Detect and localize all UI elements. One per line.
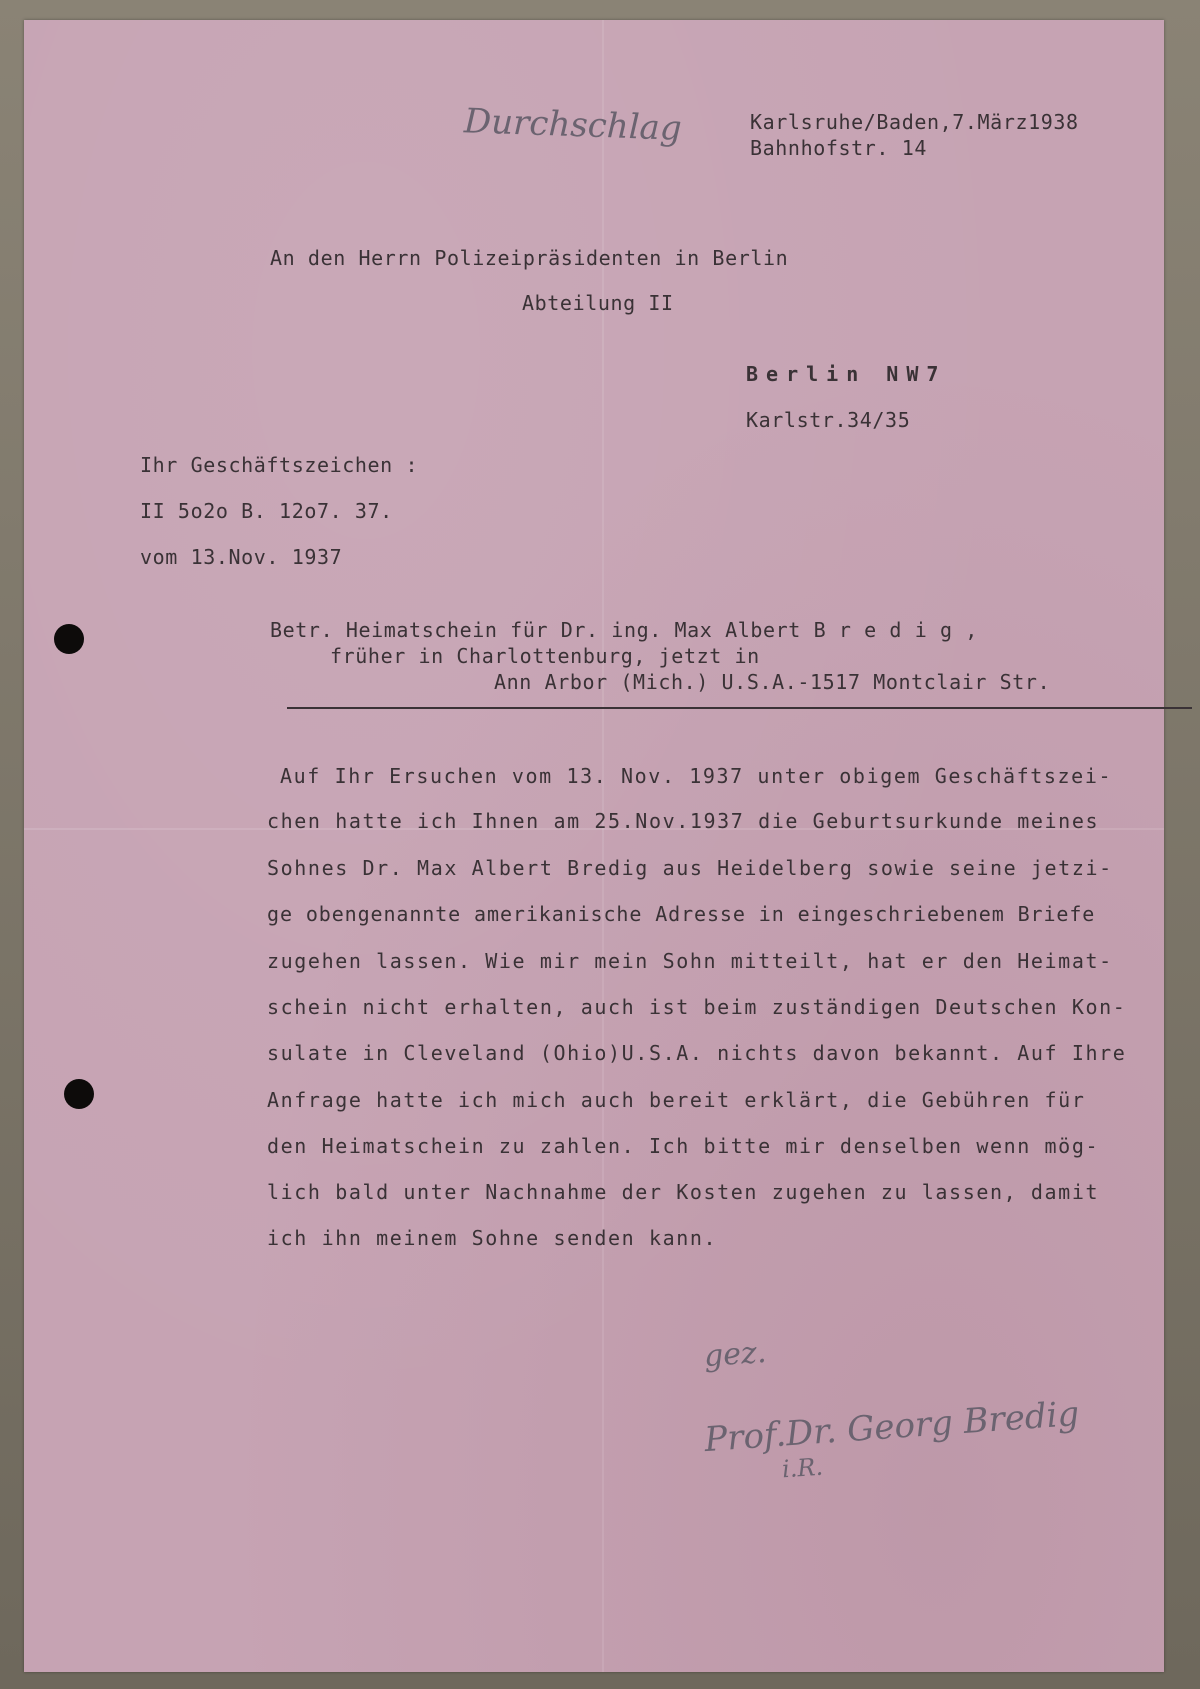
recipient-line-1: An den Herrn Polizeipräsidenten in Berlin: [270, 246, 789, 270]
recipient-city: Berlin NW7: [746, 362, 947, 386]
body-line: Anfrage hatte ich mich auch bereit erklärt, die Gebühren für: [267, 1088, 1086, 1112]
body-line: chen hatte ich Ihnen am 25.Nov.1937 die Geburtsurkunde meines: [267, 809, 1100, 833]
body-line: ge obengenannte amerikanische Adresse in eingeschriebenem Briefe: [267, 902, 1096, 926]
reference-number: II 5o2o B. 12o7. 37.: [140, 499, 393, 523]
body-line: ich ihn meinem Sohne senden kann.: [267, 1226, 718, 1250]
reference-label: Ihr Geschäftszeichen :: [140, 453, 419, 477]
recipient-street: Karlstr.34/35: [746, 408, 911, 432]
body-line: sulate in Cleveland (Ohio)U.S.A. nichts davon bekannt. Auf Ihre: [267, 1041, 1127, 1065]
signature-gez: gez.: [702, 1334, 768, 1375]
subject-underline: [287, 707, 1192, 709]
punch-hole-top: [54, 624, 84, 654]
body-line: Sohnes Dr. Max Albert Bredig aus Heidelberg sowie seine jetzi-: [267, 856, 1113, 880]
signature-name: Prof.Dr. Georg Bredig: [703, 1393, 1081, 1461]
body-line: schein nicht erhalten, auch ist beim zuständigen Deutschen Kon-: [267, 995, 1127, 1019]
punch-hole-bottom: [64, 1079, 94, 1109]
body-line: zugehen lassen. Wie mir mein Sohn mitteilt, hat er den Heimat-: [267, 949, 1113, 973]
body-line: Auf Ihr Ersuchen vom 13. Nov. 1937 unter obigem Geschäftszei-: [280, 764, 1113, 788]
body-line: den Heimatschein zu zahlen. Ich bitte mir denselben wenn mög-: [267, 1134, 1100, 1158]
sender-street: Bahnhofstr. 14: [750, 136, 927, 160]
letter-page: [24, 20, 1164, 1672]
subject-line-2: früher in Charlottenburg, jetzt in: [330, 644, 760, 668]
sender-place-date: Karlsruhe/Baden,7.März1938: [750, 110, 1079, 134]
signature-suffix: i.R.: [781, 1452, 824, 1484]
recipient-line-2: Abteilung II: [522, 291, 674, 315]
body-line: lich bald unter Nachnahme der Kosten zugehen zu lassen, damit: [267, 1180, 1100, 1204]
subject-line-1: Betr. Heimatschein für Dr. ing. Max Albert B r e d i g ,: [270, 618, 978, 642]
handwritten-note-durchschlag: Durchschlag: [463, 101, 683, 149]
subject-line-3: Ann Arbor (Mich.) U.S.A.-1517 Montclair Str.: [494, 670, 1051, 694]
reference-date: vom 13.Nov. 1937: [140, 545, 343, 569]
